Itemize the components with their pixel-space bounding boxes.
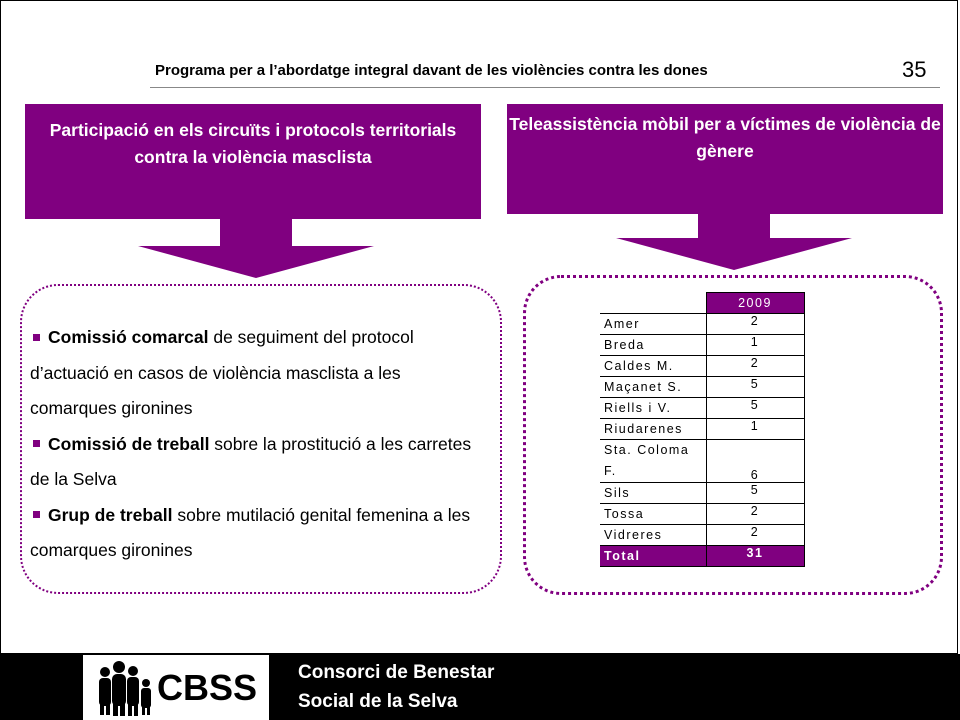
bullet-bold-text: Grup de treball <box>48 504 173 525</box>
municipality-name: Maçanet S. <box>600 377 706 398</box>
municipality-name-line2: F. <box>604 464 617 478</box>
teleassistance-table <box>600 292 805 567</box>
table-row <box>600 335 804 356</box>
table-header-blank <box>600 293 706 314</box>
municipality-value: 5 <box>706 398 804 419</box>
right-arrow-icon <box>616 214 852 270</box>
header-divider <box>150 87 940 88</box>
municipality-name: Vidreres <box>600 525 706 546</box>
table-row <box>600 377 804 398</box>
table-row <box>600 525 804 546</box>
bullet-item <box>30 320 475 427</box>
municipality-value: 5 <box>706 377 804 398</box>
cbss-logo <box>83 655 269 720</box>
right-panel-title: Teleassistència mòbil per a víctimes de violència de gènere <box>507 104 943 214</box>
municipality-value: 2 <box>706 356 804 377</box>
municipality-value: 1 <box>706 335 804 356</box>
bullet-square-icon <box>33 334 40 341</box>
program-title: Programa per a l’abordatge integral davant de les violències contra les dones <box>155 62 708 79</box>
table-row <box>600 483 804 504</box>
municipality-name: Sils <box>600 483 706 504</box>
left-arrow-icon <box>138 218 374 278</box>
bullet-bold-text: Comissió comarcal <box>48 327 209 347</box>
bullet-list <box>30 320 475 569</box>
table-header-row <box>600 293 804 314</box>
people-group-icon <box>95 659 155 717</box>
org-name-line2: Social de la Selva <box>298 691 458 712</box>
table-row <box>600 440 804 483</box>
table-row <box>600 314 804 335</box>
table-row <box>600 419 804 440</box>
municipality-value: 2 <box>706 314 804 335</box>
municipality-name: Tossa <box>600 504 706 525</box>
municipality-value: 6 <box>706 440 804 483</box>
bullet-text: sobre la prostitució a les carretes de la Selva <box>30 433 472 489</box>
municipality-name <box>600 440 706 483</box>
bullet-bold-text: Comissió de treball <box>48 433 210 454</box>
logo-text: CBSS <box>157 667 258 708</box>
left-panel-title: Participació en els circuïts i protocols territorials contra la violència masclista <box>25 104 481 219</box>
bullet-text: sobre mutilació genital femenina a les comarques gironines <box>30 504 471 560</box>
municipality-name: Riells i V. <box>600 398 706 419</box>
municipality-value: 2 <box>706 504 804 525</box>
bullet-text: de seguiment del protocol d’actuació en casos de violència masclista a les comarques gironines <box>30 327 414 418</box>
slide-number: 35 <box>902 57 927 82</box>
table-total-row <box>600 546 804 567</box>
municipality-name: Caldes M. <box>600 356 706 377</box>
bullet-square-icon <box>33 511 40 518</box>
table-year-header: 2009 <box>706 293 804 314</box>
bullet-item <box>30 498 475 569</box>
municipality-name-line1: Sta. Coloma <box>604 443 690 457</box>
bullet-item <box>30 427 475 498</box>
municipality-name: Amer <box>600 314 706 335</box>
municipality-value: 2 <box>706 525 804 546</box>
org-name-line1: Consorci de Benestar <box>298 662 495 683</box>
municipality-name: Breda <box>600 335 706 356</box>
table-row <box>600 356 804 377</box>
total-value: 31 <box>706 546 804 567</box>
bullet-square-icon <box>33 440 40 447</box>
table-row <box>600 398 804 419</box>
total-label: Total <box>600 546 706 567</box>
municipality-value: 5 <box>706 483 804 504</box>
municipality-value: 1 <box>706 419 804 440</box>
municipality-name: Riudarenes <box>600 419 706 440</box>
table-row <box>600 504 804 525</box>
